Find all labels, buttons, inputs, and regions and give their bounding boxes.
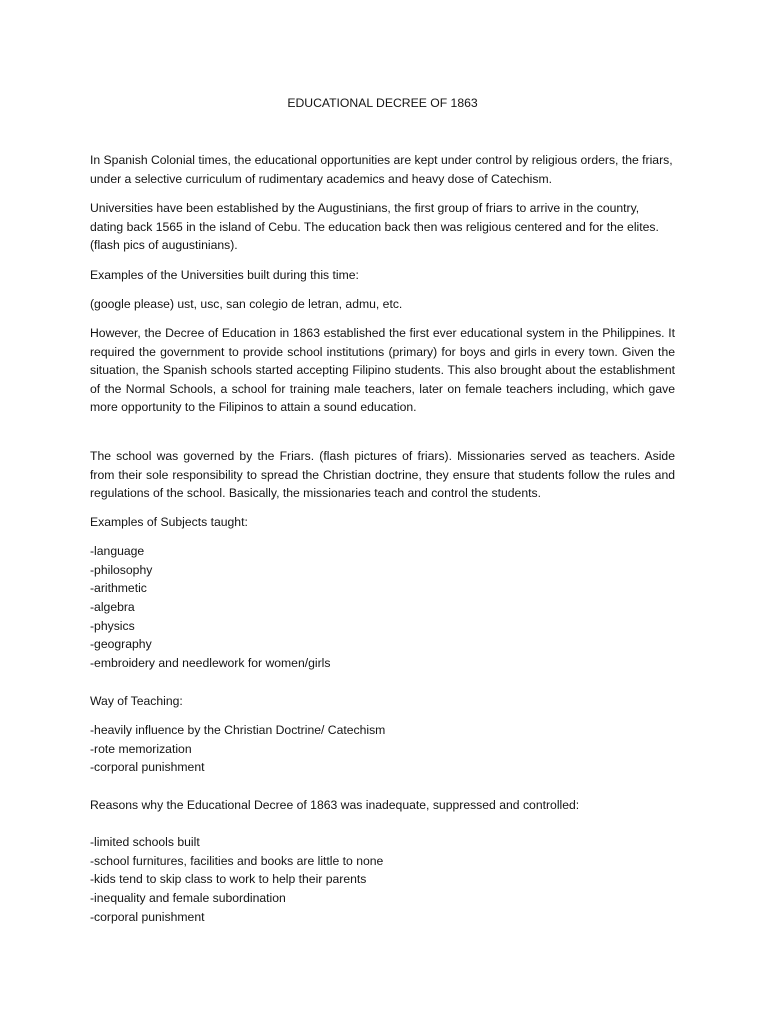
paragraph-universities: Universities have been established by the Augustinians, the first group of friars to arrive in the country, dating back 1565 in the island of Cebu. The education back then was religious centered and for the elites. (flash pics of augustinians).	[90, 201, 659, 253]
teaching-list	[90, 721, 675, 777]
document-title: EDUCATIONAL DECREE OF 1863	[287, 96, 478, 110]
list-item: -algebra	[90, 600, 135, 615]
reasons-heading: Reasons why the Educational Decree of 1863 was inadequate, suppressed and controlled:	[90, 798, 580, 812]
list-item: -heavily influence by the Christian Doctrine/ Catechism	[90, 723, 386, 737]
list-item: -kids tend to skip class to work to help their parents	[90, 872, 367, 887]
paragraph-spanish-colonial: In Spanish Colonial times, the educational opportunities are kept under control by religious orders, the friars, under a selective curriculum of rudimentary academics and heavy dose of Catechism.	[90, 153, 673, 186]
list-item: -philosophy	[90, 562, 153, 577]
list-item: -corporal punishment	[90, 760, 205, 775]
teaching-heading: Way of Teaching:	[90, 694, 183, 708]
list-item: -embroidery and needlework for women/girls	[90, 656, 331, 671]
subjects-heading: Examples of Subjects taught:	[90, 515, 248, 529]
list-item: -inequality and female subordination	[90, 891, 286, 906]
list-item: -arithmetic	[90, 581, 147, 596]
paragraph-universities-examples: (google please) ust, usc, san colegio de letran, admu, etc.	[90, 297, 403, 311]
list-item: -school furnitures, facilities and books are little to none	[90, 853, 384, 868]
paragraph-universities-examples-heading: Examples of the Universities built during this time:	[90, 268, 359, 282]
list-item: -corporal punishment	[90, 909, 205, 924]
list-item: -language	[90, 544, 145, 558]
paragraph-decree-1863: However, the Decree of Education in 1863 established the first ever educational system in the Philippines. It required the government to provide school institutions (primary) for boys and girls in every town. Given the situation, the Spanish schools started accepting Filipino students. This also brought about the establishment of the Normal Schools, a school for training male teachers, later on female teachers including, which gave more opportunity to the Filipinos to attain a sound education.	[90, 326, 675, 415]
subjects-list	[90, 542, 675, 673]
paragraph-friars-governance: The school was governed by the Friars. (flash pictures of friars). Missionaries served as teachers. Aside from their sole responsibility to spread the Christian doctrine, they ensure that students follow the rules and regulations of the school. Basically, the missionaries teach and control the students.	[90, 449, 675, 501]
list-item: -limited schools built	[90, 835, 200, 849]
list-item: -physics	[90, 618, 135, 633]
list-item: -geography	[90, 637, 152, 652]
document-page	[90, 0, 675, 1024]
list-item: -rote memorization	[90, 741, 192, 756]
reasons-list	[90, 833, 675, 926]
